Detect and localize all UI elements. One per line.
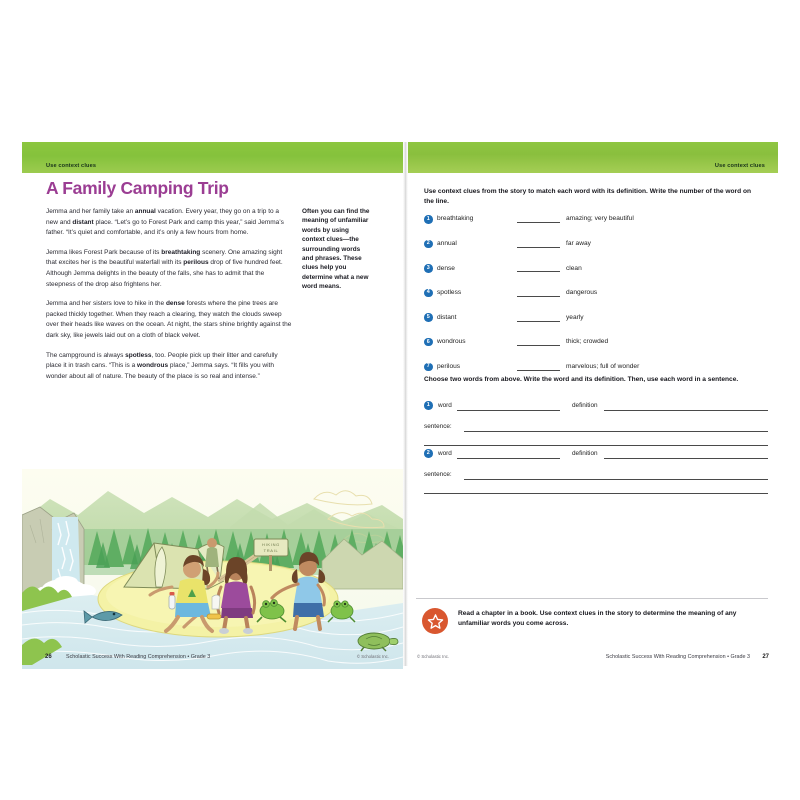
- text-run: place,” Jemma says. “It fills you with wonder about all of nature. The beauty of the place is so real and intense.”: [46, 362, 274, 380]
- answer-blank[interactable]: [517, 345, 560, 346]
- text-run: Jemma and her sisters love to hike in the: [46, 300, 166, 308]
- definition-label: definition: [572, 450, 598, 457]
- story-paragraph: [46, 248, 292, 290]
- write-block: [424, 449, 768, 497]
- text-run: scenery. One amazing sight that excites her is the beautiful waterfall with its: [46, 248, 283, 267]
- svg-text:HIKING: HIKING: [262, 542, 280, 547]
- definition-text: thick; crowded: [566, 338, 609, 346]
- answer-blank[interactable]: [517, 247, 560, 248]
- match-row: [424, 289, 764, 314]
- answer-blank[interactable]: [517, 222, 560, 223]
- vocabulary-word: spotless: [125, 351, 152, 359]
- text-run: , too. People pick up their litter and carefully place it in trash cans. “This is a: [46, 351, 278, 370]
- definition-answer-line[interactable]: [604, 458, 768, 459]
- left-page-number: 26: [45, 654, 52, 660]
- left-footer-title: Scholastic Success With Reading Comprehension • Grade 3: [66, 654, 211, 660]
- definition-answer-line[interactable]: [604, 410, 768, 411]
- text-run: place. “Let’s go to Forest Park and camp this year,” said Jemma’s father. “It’s quiet and comfortable, and it’s only a few hours from home.: [46, 218, 284, 237]
- definition-text: dangerous: [566, 289, 598, 297]
- word-answer-line[interactable]: [457, 458, 560, 459]
- item-number-badge: 1: [424, 215, 433, 224]
- match-row: [424, 264, 764, 289]
- vocabulary-word: breathtaking: [161, 248, 201, 256]
- text-run: drop of five hundred feet. Although Jemma delights in the beauty of the falls, she has to admit that the steepness of the drop also frightens her.: [46, 259, 283, 288]
- text-run: vacation. Every year, they go on a trip to a new and: [46, 208, 280, 226]
- item-number-badge: 3: [424, 264, 433, 273]
- item-number-badge: 2: [424, 240, 433, 249]
- text-run: Jemma likes Forest Park because of its: [46, 248, 162, 256]
- right-page-number: 27: [762, 654, 769, 660]
- story-paragraph: [46, 299, 292, 341]
- answer-blank[interactable]: [517, 370, 560, 371]
- word-label: word: [438, 450, 452, 457]
- left-page-body: [22, 173, 403, 553]
- item-number-badge: 5: [424, 313, 433, 322]
- story-text: [46, 207, 292, 391]
- match-instructions: Use context clues from the story to match each word with its definition. Write the number of the word on the line.: [424, 188, 752, 205]
- vocabulary-word: spotless: [437, 289, 462, 297]
- sentence-answer-line-2[interactable]: [424, 493, 768, 494]
- write-instructions: Choose two words from above. Write the word and its definition. Then, use each word in a sentence.: [424, 376, 739, 383]
- vocabulary-word: wondrous: [437, 338, 466, 346]
- right-page: [408, 142, 778, 666]
- item-number-badge: 4: [424, 289, 433, 298]
- sentence-answer-line-1[interactable]: [464, 479, 768, 480]
- word-label: word: [438, 402, 452, 409]
- word-answer-line[interactable]: [457, 410, 560, 411]
- text-run: forests where the pine trees are packed thickly together. When they reach a clearing, they watch the clouds sweep over their heads like waves on the ocean. At night, the stars shine brightly against the dark sky, like jewels laid out on a cloth of black velvet.: [46, 300, 292, 339]
- right-footer-copyright: © Scholastic Inc.: [417, 654, 450, 659]
- left-skill-label: Use context clues: [46, 163, 97, 169]
- right-skill-label: Use context clues: [714, 163, 765, 169]
- text-run: The campground is always: [46, 351, 126, 359]
- vocabulary-word: dense: [165, 300, 185, 308]
- right-footer-title: Scholastic Success With Reading Comprehension • Grade 3: [605, 654, 750, 660]
- vocabulary-word: breathtaking: [437, 215, 474, 223]
- definition-label: definition: [572, 402, 598, 409]
- definition-text: clean: [566, 264, 582, 272]
- activity-callout-text: Read a chapter in a book. Use context clues in the story to determine the meaning of any unfamiliar words you come across.: [458, 610, 737, 627]
- item-number-badge: 7: [424, 363, 433, 372]
- vocabulary-word: dense: [437, 264, 455, 272]
- story-paragraph: [46, 351, 292, 383]
- vocabulary-word: annual: [134, 208, 156, 215]
- word-definition-matching-list: [424, 215, 764, 387]
- vocabulary-word: perilous: [183, 259, 209, 267]
- vocabulary-word: wondrous: [137, 362, 169, 370]
- item-number-badge: 2: [424, 449, 433, 458]
- answer-blank[interactable]: [517, 271, 560, 272]
- definition-text: far away: [566, 239, 591, 247]
- vocabulary-word: annual: [437, 239, 457, 247]
- answer-blank[interactable]: [517, 296, 560, 297]
- item-number-badge: 1: [424, 401, 433, 410]
- write-word-definition-section: [424, 401, 768, 497]
- definition-text: yearly: [566, 313, 584, 321]
- context-clues-note: [302, 207, 372, 292]
- star-icon: [422, 608, 448, 634]
- sentence-label: sentence:: [424, 471, 452, 478]
- answer-blank[interactable]: [517, 321, 560, 322]
- match-row: [424, 215, 764, 240]
- match-row: [424, 240, 764, 265]
- vocabulary-word: context clues: [302, 236, 343, 244]
- text-run: —the surrounding words and phrases. These clues help you determine what a new word means.: [302, 236, 369, 291]
- left-page-header-band: [22, 142, 403, 173]
- match-row: [424, 338, 764, 363]
- page-title: A Family Camping Trip: [46, 178, 229, 198]
- match-row: [424, 313, 764, 338]
- sentence-answer-line-2[interactable]: [424, 445, 768, 446]
- vocabulary-word: distant: [72, 218, 94, 226]
- book-spread: [22, 142, 778, 666]
- text-run: Jemma and her family take an: [46, 208, 135, 215]
- vocabulary-word: distant: [437, 313, 457, 321]
- sentence-answer-line-1[interactable]: [464, 431, 768, 432]
- activity-callout: [416, 598, 768, 645]
- story-paragraph: [46, 207, 292, 239]
- right-page-header-band: [408, 142, 778, 173]
- write-block: [424, 401, 768, 449]
- vocabulary-word: perilous: [437, 362, 461, 370]
- camping-illustration: [22, 469, 403, 669]
- item-number-badge: 6: [424, 338, 433, 347]
- svg-text:TRAIL: TRAIL: [263, 548, 279, 553]
- text-run: Often you can find the meaning of unfamiliar words by using: [302, 208, 370, 234]
- definition-text: amazing; very beautiful: [566, 215, 634, 223]
- left-page: [22, 142, 403, 666]
- definition-text: marvelous; full of wonder: [566, 362, 640, 370]
- sentence-label: sentence:: [424, 423, 452, 430]
- left-footer-copyright: © Scholastic Inc.: [356, 654, 389, 659]
